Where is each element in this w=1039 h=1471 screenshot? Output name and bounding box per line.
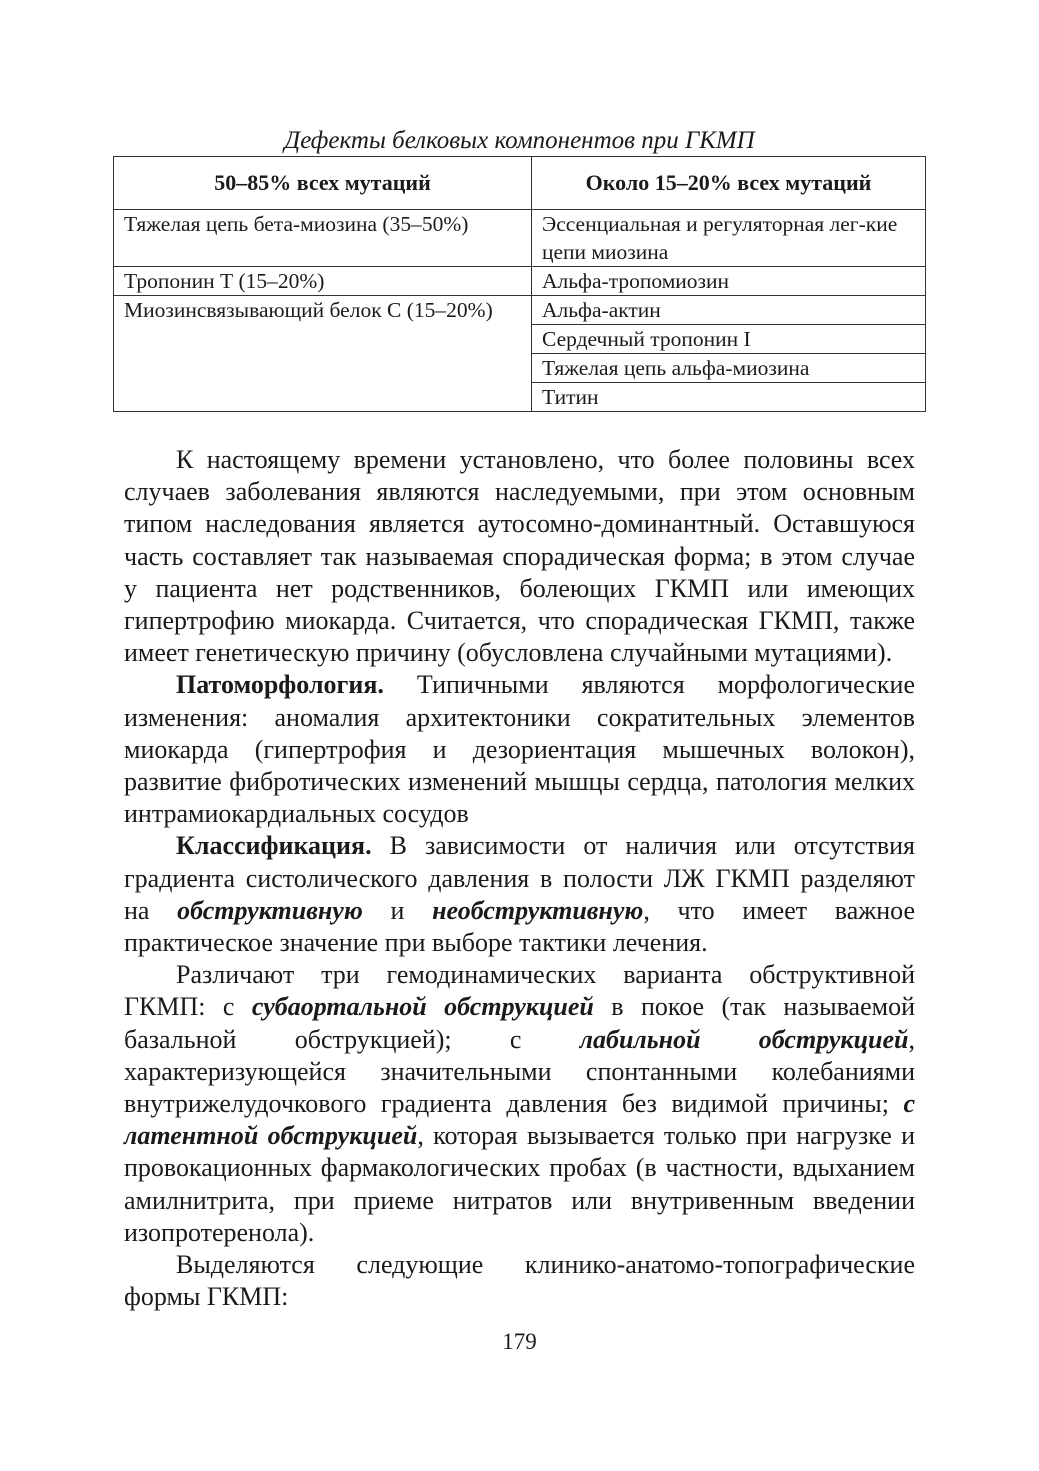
paragraph-heredity: К настоящему времени установлено, что более половины всех случаев заболевания являются наследуемыми, при этом основным типом наследования является аутосомно-доминантный. Оставшуюся часть составляет так называемая спорадическая форма; в этом случае у пациента нет родственников, болеющих ГКМП или имеющих гипертрофию миокарда. Считается, что спорадическая ГКМП, также имеет генетическую причину (обусловлена случайными мутациями). <box>124 445 915 668</box>
variants-text-1: Различают три гемодинамических варианта обструктивной ГКМП: с <box>124 960 915 1022</box>
table-cell: Сердечный тропонин I <box>532 325 926 354</box>
term-obstructive: обструктивную <box>177 895 363 925</box>
table-cell: Альфа-тропомиозин <box>532 267 926 296</box>
table-cell: Эссенциальная и регуляторная лег-кие цепи миозина <box>532 210 926 267</box>
table-header-row <box>114 157 926 210</box>
variants-text-3: , характеризующейся значительными спонтанными колебаниями внутрижелудочкового градиента давления без видимой причины; <box>124 1024 915 1119</box>
table-cell: Титин <box>532 383 926 412</box>
pathomorphology-heading: Патоморфология. <box>176 670 384 700</box>
variants-text-4: , которая вызывается только при нагрузке и провокационных фармакологических пробах (в частности, вдыханием амилнитрита, при приеме нитратов или внутривенным введении изопротеренола). <box>124 1121 915 1247</box>
body-text <box>124 444 915 1313</box>
table-header-major: 50–85% всех мутаций <box>114 157 532 210</box>
table-row <box>114 296 926 325</box>
table-cell: Тяжелая цепь бета-миозина (35–50%) <box>114 210 532 267</box>
term-subaortic: субаортальной обструкцией <box>251 992 594 1022</box>
classification-text-3: , что имеет важное практическое значение при выборе тактики лечения. <box>124 895 915 958</box>
classification-text-2: и <box>362 895 433 925</box>
variants-text-2: в покое (так называемой базальной обструкцией); с <box>124 992 915 1054</box>
table-cell: Тяжелая цепь альфа-миозина <box>532 354 926 383</box>
classification-heading: Классификация. <box>176 831 372 861</box>
term-labile: лабильной обструкцией <box>579 1024 909 1054</box>
table-cell: Тропонин Т (15–20%) <box>114 267 532 296</box>
table-cell: Миозинсвязывающий белок С (15–20%) <box>114 296 532 412</box>
classification-text-1: В зависимости от наличия или отсутствия градиента систолического давления в полости ЛЖ ГКМП разделяют на <box>124 831 915 925</box>
paragraph-pathomorphology <box>124 669 915 830</box>
paragraph-variants <box>124 959 915 1249</box>
term-nonobstructive: необструктивную <box>432 895 644 925</box>
table-row <box>114 210 926 267</box>
paragraph-classification <box>124 830 915 959</box>
mutations-table <box>113 156 926 412</box>
pathomorphology-text: Типичными являются морфологические изменения: аномалия архитектоники сократительных элементов миокарда (гипертрофия и дезориентация мышечных волокон), развитие фибротических изменений мышцы сердца, патология мелких интрамиокардиальных сосудов <box>124 670 915 829</box>
table-cell: Альфа-актин <box>532 296 926 325</box>
paragraph-forms: Выделяются следующие клинико-анатомо-топографические формы ГКМП: <box>124 1250 915 1312</box>
table-row <box>114 267 926 296</box>
page-number: 179 <box>502 1329 537 1354</box>
table-header-minor: Около 15–20% всех мутаций <box>532 157 926 210</box>
term-latent: с латентной обструкцией <box>124 1089 915 1151</box>
table-caption: Дефекты белковых компонентов при ГКМП <box>284 127 755 154</box>
